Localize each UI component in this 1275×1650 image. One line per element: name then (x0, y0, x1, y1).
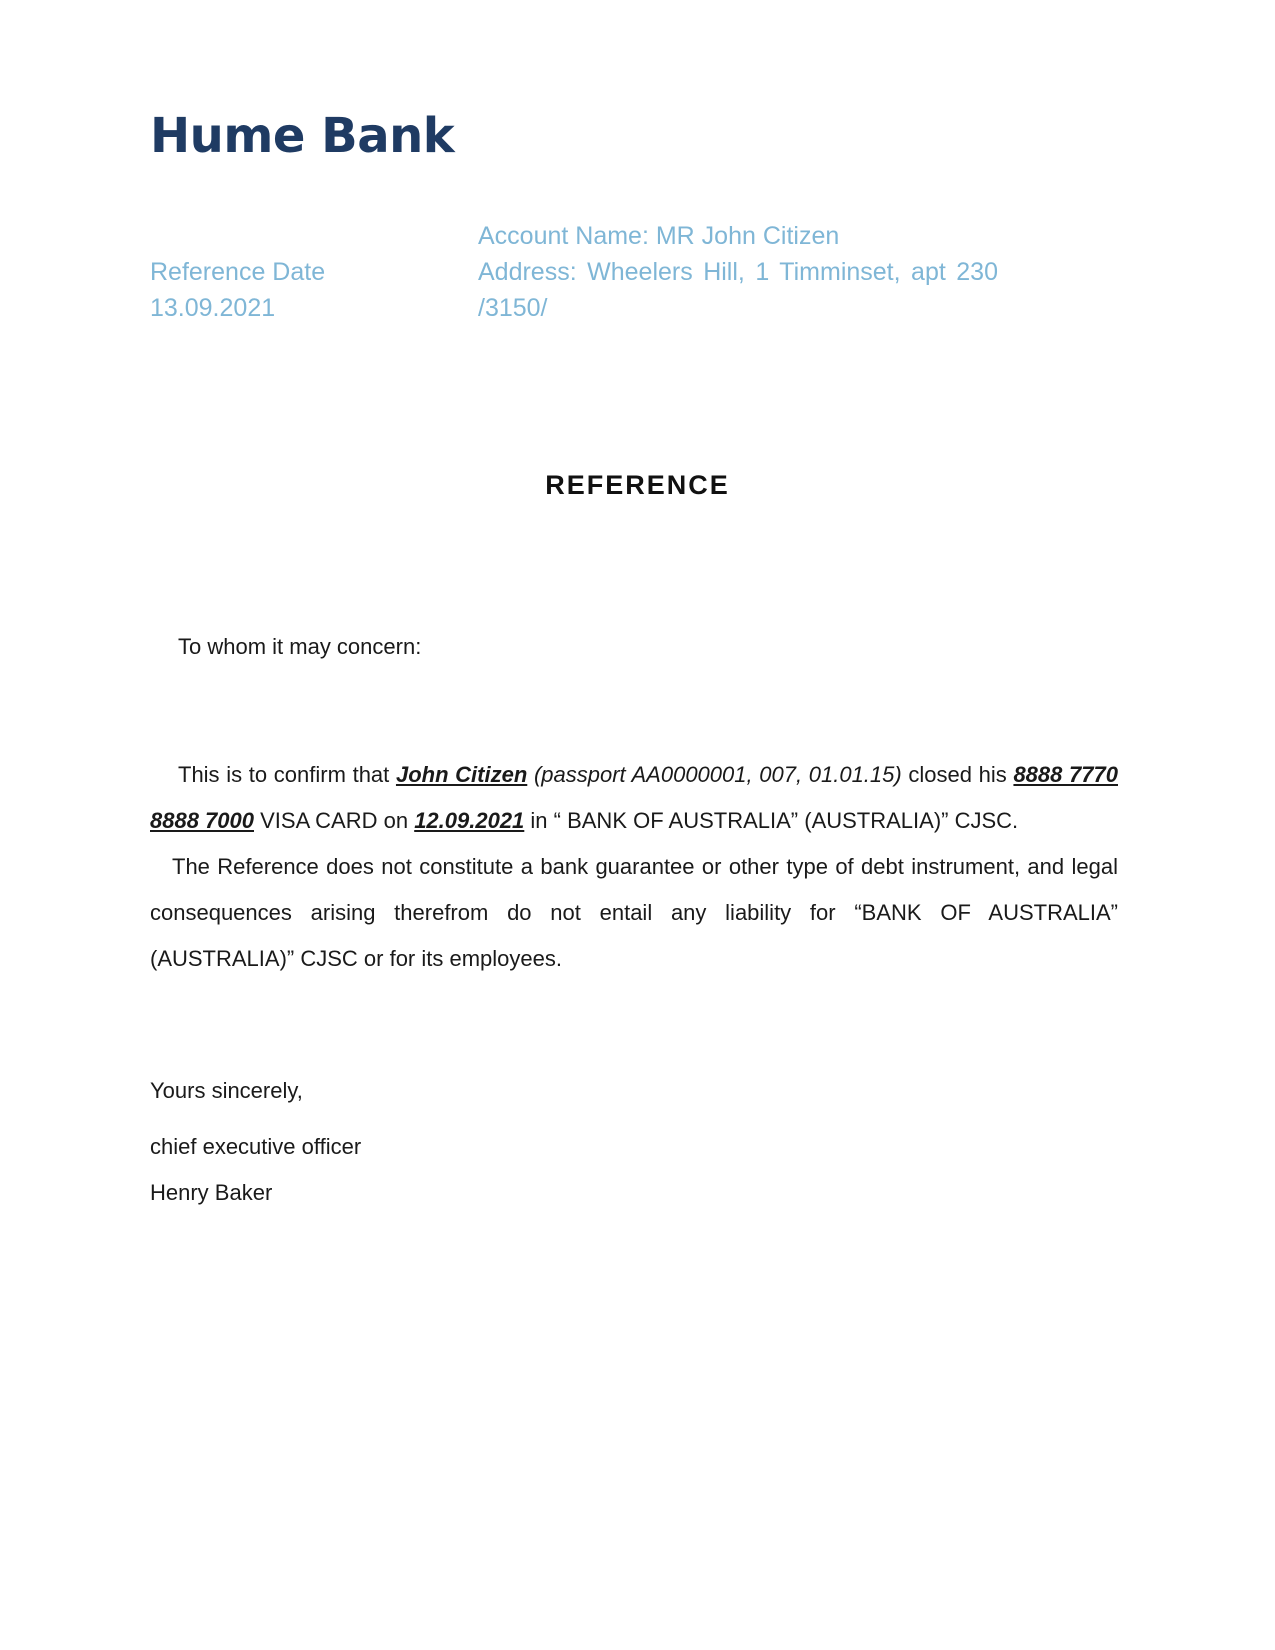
card-number: 8888 7770 8888 7000 (150, 762, 1118, 833)
para1-tail: in “ BANK OF AUSTRALIA” (AUSTRALIA)” CJSC. (524, 808, 1019, 833)
account-name: Account Name: MR John Citizen (478, 222, 840, 250)
account-info-block (478, 218, 998, 326)
document-heading: REFERENCE (545, 470, 730, 500)
closing-date: 12.09.2021 (414, 808, 525, 833)
bank-name: Hume Bank (150, 108, 455, 164)
reference-date-block (150, 254, 325, 326)
letter-body (150, 752, 1118, 982)
passport-details: (passport AA0000001, 007, 01.01.15) (527, 762, 902, 787)
salutation: To whom it may concern: (178, 634, 422, 659)
confirmation-paragraph (150, 752, 1118, 844)
account-address: Address: Wheelers Hill, 1 Timminset, apt 230 /3150/ (478, 258, 998, 322)
closing-line: Yours sincerely, (150, 1078, 303, 1103)
para1-closed-his: closed his (901, 762, 1014, 787)
disclaimer-paragraph: The Reference does not constitute a bank guarantee or other type of debt instrument, and legal consequences arising therefrom do not entail any liability for “BANK OF AUSTRALIA” (AUSTRALIA)” CJSC or for its employees. (150, 854, 1118, 971)
card-type: VISA CARD on (254, 808, 415, 833)
signer-title: chief executive officer (150, 1134, 362, 1159)
reference-date-value: 13.09.2021 (150, 294, 276, 322)
reference-date-label: Reference Date (150, 258, 326, 286)
signer-name: Henry Baker (150, 1180, 273, 1205)
para1-lead: This is to confirm that (178, 762, 396, 787)
customer-name: John Citizen (395, 762, 528, 787)
